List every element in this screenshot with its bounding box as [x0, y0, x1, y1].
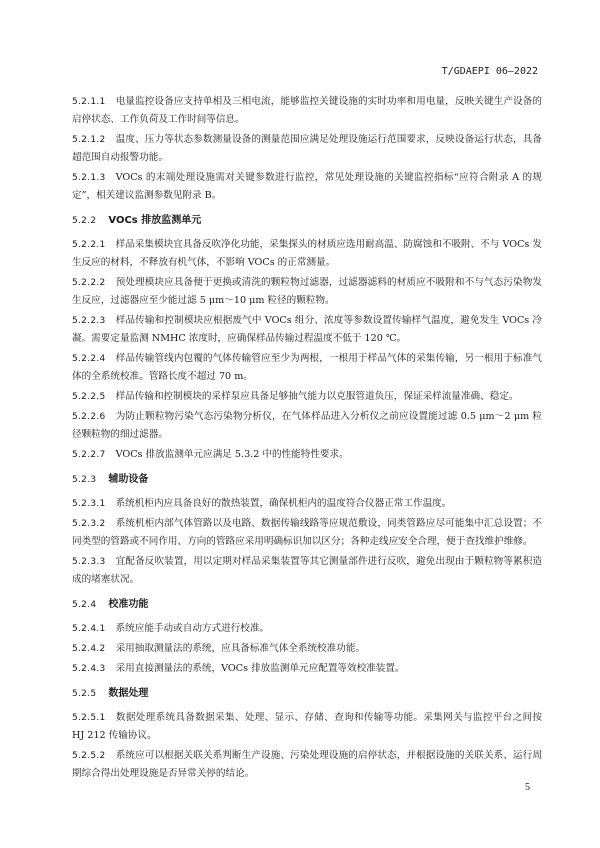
clause-paragraph: [72, 236, 542, 272]
clause-number: 5.2.4: [72, 600, 97, 610]
clause-number: 5.2.1.2: [72, 135, 106, 145]
clause-paragraph: [72, 169, 542, 205]
clause-paragraph: [72, 350, 542, 386]
clause-number: 5.2.3.3: [72, 557, 106, 567]
clause-number: 5.2.5.2: [72, 751, 106, 761]
document-body: [72, 93, 542, 785]
clause-paragraph: [72, 620, 542, 638]
clause-text: 系统应能手动或自动方式进行校准。: [115, 623, 270, 634]
clause-paragraph: [72, 553, 542, 589]
section-heading: [72, 471, 542, 489]
clause-number: 5.2.3.1: [72, 499, 106, 509]
clause-paragraph: [72, 93, 542, 129]
clause-paragraph: [72, 495, 542, 513]
clause-paragraph: [72, 640, 542, 658]
clause-paragraph: [72, 408, 542, 444]
clause-number: 5.2.1.3: [72, 173, 106, 183]
clause-paragraph: [72, 312, 542, 348]
clause-number: 5.2.4.3: [72, 664, 106, 674]
clause-number: 5.2.2.5: [72, 392, 106, 402]
clause-text: 预处理模块应具备便于更换或清洗的颗粒物过滤器，过滤器滤料的材质应不吸附和不与气态污染物发生反应，过滤器应至少能过滤 5 μm～10 μm 粒径的颗粒物。: [72, 277, 542, 306]
clause-text: 为防止颗粒物污染气态污染物分析仪，在气体样品进入分析仪之前应设置能过滤 0.5 μm～2 μm 粒径颗粒物的细过滤器。: [72, 411, 542, 440]
heading-text: 辅助设备: [108, 474, 149, 485]
clause-text: 采用直接测量法的系统，VOCs 排放监测单元应配置等效校准装置。: [115, 663, 405, 674]
clause-text: 系统应可以根据关联关系判断生产设施、污染处理设施的启停状态，并根据设施的关联关系、运行周期综合得出处理设施是否异常关停的结论。: [72, 750, 542, 779]
clause-number: 5.2.2.4: [72, 354, 106, 364]
clause-text: 样品传输和控制模块应根据废气中 VOCs 组分、浓度等参数设置传输样气温度，避免发生 VOCs 冷凝。需要定量监测 NMHC 浓度时，应确保样品传输过程温度不低于 120 ℃。: [72, 315, 542, 344]
clause-paragraph: [72, 388, 542, 406]
clause-text: 样品传输管线内包覆的气体传输管应至少为两根，一根用于样品气体的采集传输，另一根用于标准气体的全系统校准。管路长度不超过 70 m。: [72, 353, 542, 382]
section-heading: [72, 596, 542, 614]
heading-text: VOCs 排放监测单元: [108, 215, 202, 226]
clause-number: 5.2.4.2: [72, 644, 106, 654]
clause-paragraph: [72, 747, 542, 783]
clause-paragraph: [72, 660, 542, 678]
clause-number: 5.2.4.1: [72, 624, 106, 634]
clause-text: 系统机柜内部气体管路以及电路、数据传输线路等应规范敷设，同类管路应尽可能集中汇总设置；不同类型的管路或不同作用、方向的管路应采用明确标识加以区分；各种走线应安全合理，便于查找维护维修。: [72, 518, 542, 547]
clause-text: 宜配备反吹装置，用以定期对样品采集装置等其它测量部件进行反吹，避免出现由于颗粒物等累积造成的堵塞状况。: [72, 556, 542, 585]
heading-text: 校准功能: [108, 599, 149, 610]
clause-paragraph: [72, 131, 542, 167]
clause-number: 5.2.1.1: [72, 97, 106, 107]
clause-text: VOCs 排放监测单元应满足 5.3.2 中的性能特性要求。: [115, 449, 349, 460]
clause-number: 5.2.2.1: [72, 240, 106, 250]
clause-number: 5.2.5: [72, 689, 97, 699]
clause-text: 温度、压力等状态参数测量设备的测量范围应满足处理设施运行范围要求，反映设备运行状态，具备超范围自动报警功能。: [72, 134, 542, 163]
clause-text: 系统机柜内应具备良好的散热装置，确保机柜内的温度符合仪器正常工作温度。: [115, 498, 452, 509]
clause-paragraph: [72, 515, 542, 551]
clause-number: 5.2.2: [72, 216, 97, 226]
clause-number: 5.2.2.2: [72, 278, 106, 288]
clause-number: 5.2.5.1: [72, 713, 106, 723]
clause-text: 电量监控设备应支持单相及三相电流，能够监控关键设施的实时功率和用电量，反映关键生产设备的启停状态、工作负荷及工作时间等信息。: [72, 96, 542, 125]
clause-number: 5.2.3: [72, 475, 97, 485]
clause-paragraph: [72, 446, 542, 464]
clause-text: 数据处理系统具备数据采集、处理、显示、存储、查询和传输等功能。采集网关与监控平台之间按 HJ 212 传输协议。: [72, 712, 542, 741]
clause-text: VOCs 的末端处理设施需对关键参数进行监控，常见处理设施的关键监控指标“应符合附录 A 的规定”，相关建议监测参数见附录 B。: [72, 172, 542, 201]
clause-text: 采用抽取测量法的系统，应具备标准气体全系统校准功能。: [115, 643, 366, 654]
clause-number: 5.2.2.6: [72, 412, 106, 422]
heading-text: 数据处理: [108, 688, 149, 699]
clause-paragraph: [72, 709, 542, 745]
clause-number: 5.2.3.2: [72, 519, 106, 529]
clause-number: 5.2.2.7: [72, 450, 106, 460]
section-heading: [72, 212, 542, 230]
clause-number: 5.2.2.3: [72, 316, 106, 326]
clause-paragraph: [72, 274, 542, 310]
clause-text: 样品传输和控制模块的采样泵应具备足够抽气能力以克服管道负压，保证采样流量准确、稳定。: [115, 391, 519, 402]
section-heading: [72, 685, 542, 703]
document-id: T/GDAEPI 06—2022: [441, 66, 538, 77]
clause-text: 样品采集模块宜具备反吹净化功能，采集探头的材质应选用耐高温、防腐蚀和不吸附、不与 VOCs 发生反应的材料，不释放有机气体，不影响 VOCs 的正常测量。: [72, 239, 542, 268]
page-number: 5: [525, 782, 530, 793]
